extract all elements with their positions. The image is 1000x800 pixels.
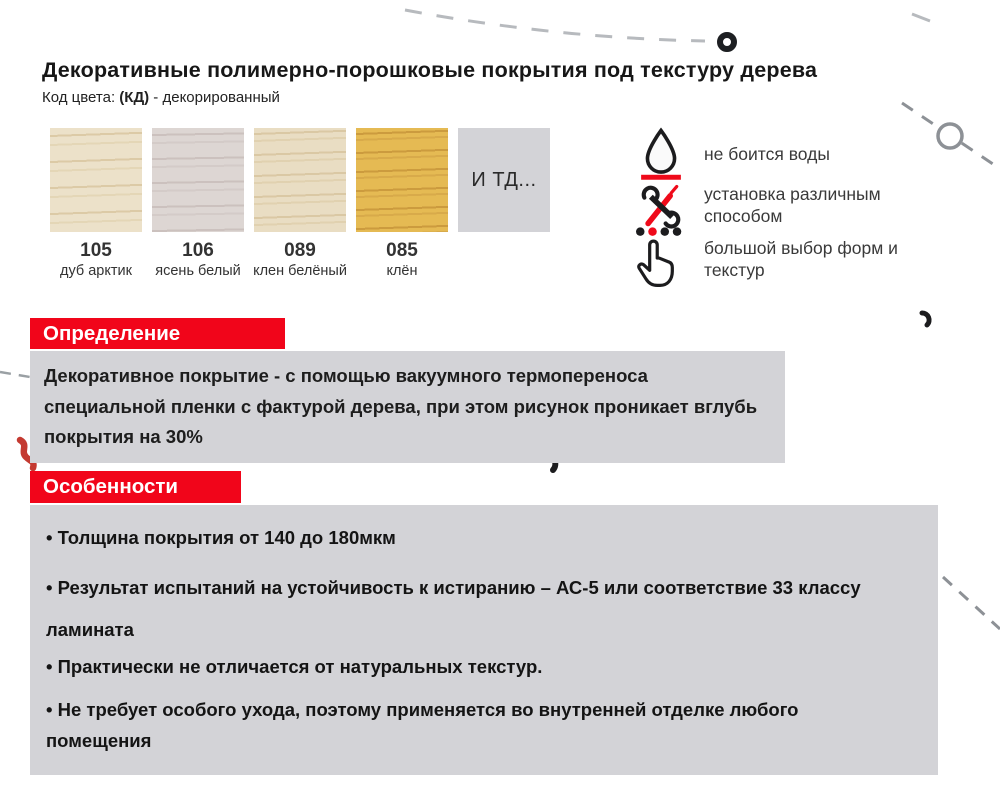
subtitle-prefix: Код цвета: xyxy=(42,89,120,106)
hand-select-icon xyxy=(632,226,690,292)
swatch-code: 106 xyxy=(182,240,214,261)
advantage-label: установка различным способом xyxy=(704,184,881,226)
feature-bullet: • Не требует особого ухода, поэтому применяется во внутренней отделке любого помещения xyxy=(46,694,821,756)
top-donut-dot xyxy=(720,35,734,49)
feature-bullet: • Результат испытаний на устойчивость к истиранию – АС-5 или соответствие 33 классу ламината xyxy=(46,567,922,651)
swatch-code: 105 xyxy=(80,240,112,261)
subtitle-code: (КД) xyxy=(119,89,150,106)
comma-mark-right xyxy=(922,313,929,325)
swatch-name: клен белёный xyxy=(253,263,347,279)
swatch-item xyxy=(152,128,244,279)
swatch-item xyxy=(50,128,142,279)
features-list xyxy=(46,523,922,756)
wood-swatch-089 xyxy=(254,128,346,232)
features-body xyxy=(30,505,938,775)
features-heading: Особенности xyxy=(30,471,241,503)
top-dashed-arc xyxy=(405,10,705,41)
swatch-code: 085 xyxy=(386,240,418,261)
swatch-name: дуб арктик xyxy=(60,263,132,279)
wood-swatch-085 xyxy=(356,128,448,232)
left-dashed-fragment xyxy=(0,372,30,377)
swatch-name: клён xyxy=(386,263,418,279)
definition-body: Декоративное покрытие - с помощью вакуумного термопереноса специальной пленки с фактурой дерева, при этом рисунок проникает вглубь покрытия на 30% xyxy=(30,351,785,463)
wood-swatch-106 xyxy=(152,128,244,232)
top-right-dash xyxy=(912,14,930,21)
swatch-code: 089 xyxy=(284,240,316,261)
advantage-row-tools xyxy=(632,181,922,229)
tools-icon xyxy=(632,181,690,229)
advantage-row-water xyxy=(632,126,830,182)
right-ring xyxy=(938,124,962,148)
page-title: Декоративные полимерно-порошковые покрытия под текстуру дерева xyxy=(42,58,818,82)
swatch-row xyxy=(50,128,550,279)
swatch-item xyxy=(254,128,346,279)
definition-heading: Определение xyxy=(30,318,285,349)
right-dashed-line xyxy=(902,103,993,164)
advantage-label: не боится воды xyxy=(704,144,830,164)
feature-bullet: • Толщина покрытия от 140 до 180мкм xyxy=(46,523,922,553)
advantage-label: большой выбор форм и текстур xyxy=(704,238,898,280)
more-swatches-placeholder: И ТД... xyxy=(458,128,550,232)
water-drop-icon xyxy=(632,126,690,182)
bottom-right-dashed-line xyxy=(943,577,1000,629)
swatch-name: ясень белый xyxy=(155,263,241,279)
swatch-item xyxy=(356,128,448,279)
feature-bullet: • Практически не отличается от натуральных текстур. xyxy=(46,652,922,682)
subtitle-suffix: - декорированный xyxy=(149,89,280,106)
wood-swatch-105 xyxy=(50,128,142,232)
advantage-row-hand xyxy=(632,226,912,292)
swatch-item-more xyxy=(458,128,550,279)
color-code-subtitle xyxy=(42,89,280,106)
